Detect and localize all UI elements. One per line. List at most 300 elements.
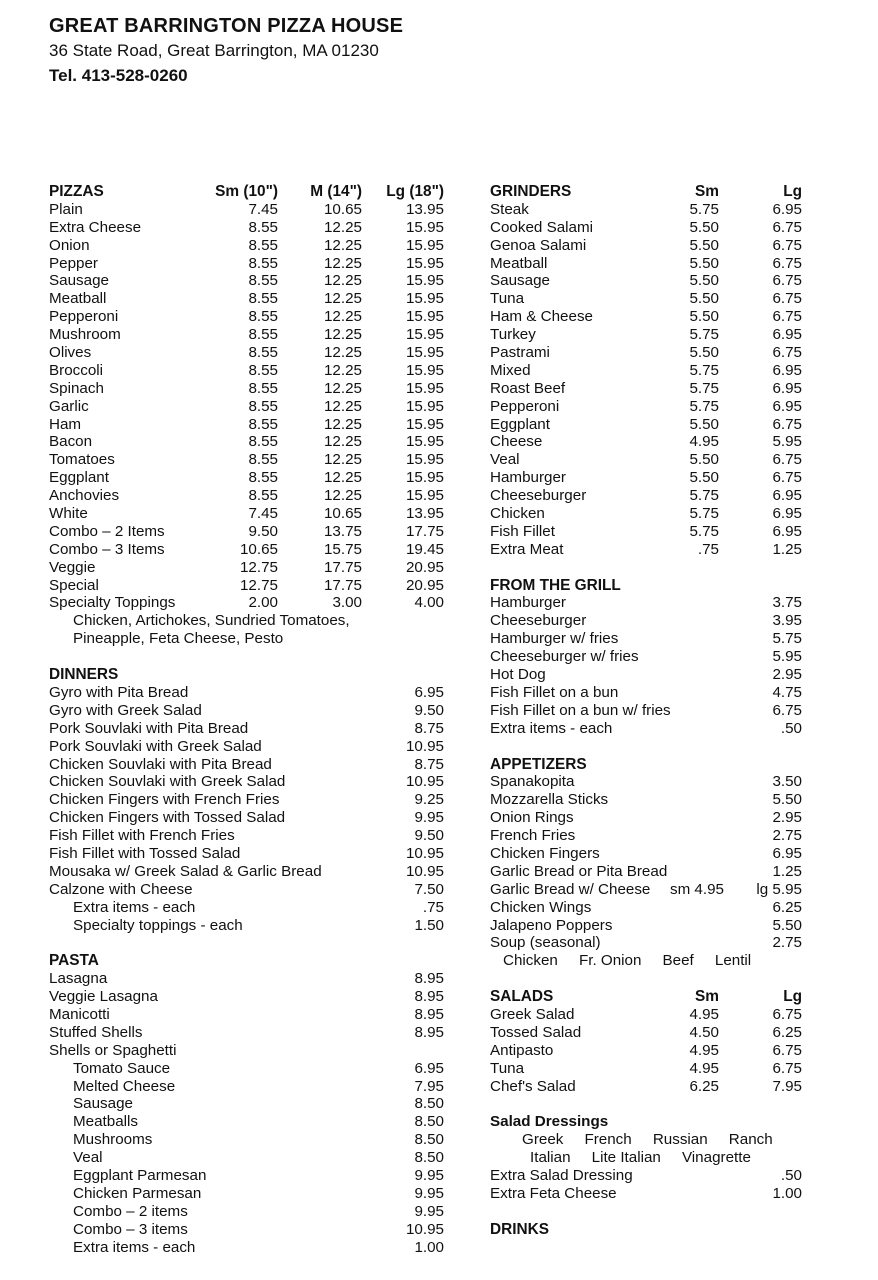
section-gap	[490, 1095, 810, 1113]
menu-item-row	[49, 791, 449, 809]
item-name: Combo – 2 Items	[49, 522, 165, 540]
menu-item-row	[490, 487, 810, 505]
item-price-small: sm 4.95	[669, 880, 724, 898]
section-gap	[490, 738, 810, 756]
item-price: 6.75	[772, 344, 802, 362]
item-price: .75	[697, 540, 719, 558]
toppings-note-row	[49, 612, 449, 630]
menu-item-row	[490, 433, 810, 451]
item-price: 9.95	[414, 1166, 444, 1184]
item-price: 2.00	[248, 594, 278, 612]
item-price: 8.55	[248, 326, 278, 344]
item-price: 5.50	[689, 344, 719, 362]
menu-item-row	[490, 308, 810, 326]
item-price: 12.25	[323, 487, 362, 505]
item-price: 4.95	[689, 1059, 719, 1077]
item-name: Lasagna	[49, 970, 108, 988]
item-name: Extra Feta Cheese	[490, 1184, 617, 1202]
item-price: 8.75	[414, 719, 444, 737]
item-price: 5.50	[689, 451, 719, 469]
dressing-options-row	[490, 1131, 810, 1149]
item-price: 12.25	[323, 433, 362, 451]
item-name: Spanakopita	[490, 773, 575, 791]
item-price: 7.45	[248, 505, 278, 523]
section-title-grill: FROM THE GRILL	[490, 576, 621, 594]
item-name: Veal	[490, 451, 520, 469]
menu-item-row	[49, 1239, 449, 1257]
item-name: Antipasto	[490, 1041, 554, 1059]
item-price: 8.55	[248, 344, 278, 362]
item-price: 2.95	[772, 809, 802, 827]
dressing-options: Italian Lite Italian Vinagrette	[530, 1149, 751, 1167]
item-price: 6.95	[414, 683, 444, 701]
item-price: 6.75	[772, 469, 802, 487]
item-price: 5.75	[689, 522, 719, 540]
item-price: 6.75	[772, 236, 802, 254]
item-name: Pork Souvlaki with Greek Salad	[49, 737, 262, 755]
item-price: 5.75	[689, 361, 719, 379]
item-name: Meatball	[49, 290, 107, 308]
toppings-note: Pineapple, Feta Cheese, Pesto	[73, 630, 284, 648]
menu-item-row	[490, 1167, 810, 1185]
item-name: Fish Fillet with French Fries	[49, 827, 235, 845]
item-price: 8.95	[414, 988, 444, 1006]
item-price: 5.50	[772, 791, 802, 809]
item-name: Tuna	[490, 290, 525, 308]
menu-item-row	[49, 827, 449, 845]
menu-item-row	[49, 1095, 449, 1113]
item-price: 15.95	[405, 433, 444, 451]
dinners-header-row	[49, 666, 449, 684]
menu-item-row	[490, 1185, 810, 1203]
item-price: 5.50	[689, 272, 719, 290]
item-name: Hamburger	[490, 469, 566, 487]
menu-item-row	[49, 541, 449, 559]
restaurant-phone: Tel. 413-528-0260	[49, 66, 188, 85]
menu-item-row	[49, 684, 449, 702]
item-name: White	[49, 505, 88, 523]
item-name: Ham	[49, 415, 82, 433]
item-price: 8.55	[248, 397, 278, 415]
item-price: 8.55	[248, 218, 278, 236]
item-name: Extra Salad Dressing	[490, 1166, 633, 1184]
item-price: 2.75	[772, 827, 802, 845]
item-price: 15.95	[405, 397, 444, 415]
menu-item-row	[490, 541, 810, 559]
item-price: 15.95	[405, 272, 444, 290]
item-name: Roast Beef	[490, 379, 566, 397]
item-price: 6.95	[772, 487, 802, 505]
size-header: Sm	[695, 988, 719, 1006]
menu-item-row	[49, 219, 449, 237]
menu-item-row	[490, 594, 810, 612]
item-price: 5.95	[772, 648, 802, 666]
menu-item-row	[49, 863, 449, 881]
item-name: Cheeseburger w/ fries	[490, 648, 639, 666]
menu-item-row	[490, 827, 810, 845]
item-price: 5.95	[772, 433, 802, 451]
item-name: Tomato Sauce	[73, 1059, 171, 1077]
section-title-dinners: DINNERS	[49, 666, 119, 684]
menu-item-row	[490, 201, 810, 219]
menu-item-row	[490, 791, 810, 809]
toppings-note: Chicken, Artichokes, Sundried Tomatoes,	[73, 612, 350, 630]
item-name: Chicken Fingers	[490, 844, 600, 862]
item-price: 2.75	[772, 934, 802, 952]
item-price: 6.95	[772, 379, 802, 397]
item-price: 8.55	[248, 415, 278, 433]
menu-item-row	[49, 255, 449, 273]
item-price: 10.95	[405, 862, 444, 880]
item-name: Sausage	[73, 1095, 133, 1113]
menu-item-row	[49, 1078, 449, 1096]
item-price: 10.65	[239, 540, 278, 558]
item-price: 9.25	[414, 791, 444, 809]
item-price: 6.95	[414, 1059, 444, 1077]
size-header: Lg	[783, 183, 802, 200]
menu-item-row	[49, 1113, 449, 1131]
menu-item-row	[490, 684, 810, 702]
item-name: Soup (seasonal)	[490, 934, 601, 952]
menu-item-row	[49, 809, 449, 827]
appetizers-header-row	[490, 756, 810, 774]
item-name: Eggplant Parmesan	[73, 1166, 207, 1184]
menu-item-row	[49, 380, 449, 398]
item-name: Olives	[49, 344, 92, 362]
menu-item-row	[49, 1203, 449, 1221]
menu-item-row	[49, 577, 449, 595]
item-name: Melted Cheese	[73, 1077, 176, 1095]
item-name: Turkey	[490, 326, 536, 344]
section-title-grinders: GRINDERS	[490, 183, 572, 200]
item-name: Combo – 3 Items	[49, 540, 165, 558]
item-price: 5.75	[689, 379, 719, 397]
item-name: French Fries	[490, 827, 576, 845]
menu-item-row	[49, 738, 449, 756]
item-name: Fish Fillet	[490, 522, 555, 540]
item-price: 8.55	[248, 433, 278, 451]
grinders-header-row	[490, 183, 810, 201]
item-price: .50	[780, 1166, 802, 1184]
menu-item-row	[49, 308, 449, 326]
item-price: 6.95	[772, 326, 802, 344]
item-price: 5.75	[689, 505, 719, 523]
item-price: lg 5.95	[756, 880, 802, 898]
item-name: Chicken	[490, 505, 545, 523]
item-name: Chicken Souvlaki with Greek Salad	[49, 773, 286, 791]
section-gap	[490, 1203, 810, 1221]
item-price: 17.75	[405, 522, 444, 540]
item-price: 6.75	[772, 415, 802, 433]
item-price: 12.25	[323, 272, 362, 290]
item-price: 15.95	[405, 290, 444, 308]
size-header: M (14")	[310, 183, 362, 200]
restaurant-address: 36 State Road, Great Barrington, MA 01230	[49, 41, 379, 60]
item-name: Mousaka w/ Greek Salad & Garlic Bread	[49, 862, 322, 880]
item-price: 8.55	[248, 451, 278, 469]
item-price: 8.75	[414, 755, 444, 773]
item-price: 15.95	[405, 254, 444, 272]
item-price: 5.75	[689, 326, 719, 344]
menu-item-row	[490, 398, 810, 416]
menu-item-row	[49, 487, 449, 505]
item-price: 15.95	[405, 415, 444, 433]
item-price: 10.65	[323, 505, 362, 523]
item-name: Specialty toppings - each	[73, 916, 243, 934]
section-gap	[490, 559, 810, 577]
item-price: 8.55	[248, 290, 278, 308]
item-price: 8.95	[414, 1023, 444, 1041]
item-price: 12.25	[323, 379, 362, 397]
item-price: 6.25	[689, 1077, 719, 1095]
pizzas-header-row	[49, 183, 449, 201]
size-header: Lg (18")	[386, 183, 444, 200]
item-name: Veggie	[49, 558, 96, 576]
menu-item-row	[49, 272, 449, 290]
size-header: Sm	[695, 183, 719, 200]
menu-item-row	[49, 1149, 449, 1167]
item-price: 8.55	[248, 308, 278, 326]
menu-item-row	[490, 469, 810, 487]
item-name: Combo – 3 items	[73, 1220, 188, 1238]
size-header: Sm (10")	[215, 183, 278, 200]
item-name: Garlic	[49, 397, 89, 415]
restaurant-name: GREAT BARRINGTON PIZZA HOUSE	[49, 15, 404, 37]
item-name: Pepper	[49, 254, 98, 272]
item-price: 9.50	[414, 701, 444, 719]
item-price: 15.95	[405, 469, 444, 487]
item-name: Sausage	[49, 272, 109, 290]
item-price: 8.55	[248, 272, 278, 290]
right-column	[490, 183, 810, 1239]
item-price: 9.50	[414, 827, 444, 845]
menu-item-row	[49, 988, 449, 1006]
item-price: 12.25	[323, 236, 362, 254]
menu-item-row	[49, 469, 449, 487]
menu-item-row	[490, 845, 810, 863]
item-price: 5.75	[689, 200, 719, 218]
menu-item-row	[490, 612, 810, 630]
item-name: Plain	[49, 200, 83, 218]
menu-item-row	[490, 1024, 810, 1042]
item-price: 8.95	[414, 1005, 444, 1023]
item-price: 5.50	[689, 308, 719, 326]
menu-item-row	[49, 773, 449, 791]
menu-item-row	[49, 756, 449, 774]
item-name: Hot Dog	[490, 666, 546, 684]
item-price: 5.50	[689, 415, 719, 433]
menu-item-row	[49, 237, 449, 255]
item-price: 6.75	[772, 451, 802, 469]
item-price: 6.95	[772, 522, 802, 540]
item-price: 4.00	[414, 594, 444, 612]
menu-item-row	[490, 523, 810, 541]
menu-item-row	[49, 1042, 449, 1060]
menu-item-row	[49, 720, 449, 738]
item-name: Cheeseburger	[490, 612, 587, 630]
item-name: Chicken Parmesan	[73, 1184, 202, 1202]
item-name: Garlic Bread or Pita Bread	[490, 862, 668, 880]
item-name: Cooked Salami	[490, 218, 593, 236]
menu-item-row	[49, 881, 449, 899]
menu-item-row	[490, 1060, 810, 1078]
item-name: Onion Rings	[490, 809, 574, 827]
item-price: 12.25	[323, 326, 362, 344]
item-price: 5.75	[689, 487, 719, 505]
item-price: 5.50	[689, 469, 719, 487]
menu-item-row	[49, 362, 449, 380]
item-price: 7.95	[772, 1077, 802, 1095]
item-name: Pepperoni	[49, 308, 119, 326]
item-price: 5.50	[689, 236, 719, 254]
item-price: 9.95	[414, 1202, 444, 1220]
menu-item-row	[490, 934, 810, 952]
item-name: Broccoli	[49, 361, 104, 379]
item-price: 6.75	[772, 272, 802, 290]
item-price: 8.95	[414, 970, 444, 988]
item-price: 6.75	[772, 1005, 802, 1023]
left-column	[49, 183, 449, 1256]
salads-header-row	[490, 988, 810, 1006]
toppings-note-row	[49, 630, 449, 648]
item-price: 7.95	[414, 1077, 444, 1095]
item-price: 17.75	[323, 558, 362, 576]
item-name: Mushroom	[49, 326, 121, 344]
item-price: 1.50	[414, 916, 444, 934]
menu-item-row	[490, 702, 810, 720]
item-name: Onion	[49, 236, 90, 254]
item-price: 20.95	[405, 558, 444, 576]
item-price: 6.75	[772, 308, 802, 326]
menu-item-row	[49, 1060, 449, 1078]
item-price: 10.95	[405, 844, 444, 862]
menu-item-row	[490, 237, 810, 255]
item-name: Meatballs	[73, 1113, 138, 1131]
section-title-pizzas: PIZZAS	[49, 183, 104, 200]
item-price: 4.50	[689, 1023, 719, 1041]
item-name: Extra items - each	[73, 898, 196, 916]
section-title-dressings: Salad Dressings	[490, 1113, 609, 1131]
menu-item-row	[49, 559, 449, 577]
item-name: Bacon	[49, 433, 93, 451]
item-price: 12.25	[323, 308, 362, 326]
item-price: 10.95	[405, 1220, 444, 1238]
item-name: Chicken Wings	[490, 898, 592, 916]
item-name: Shells or Spaghetti	[49, 1041, 177, 1059]
item-price: 6.95	[772, 361, 802, 379]
item-price: 8.55	[248, 487, 278, 505]
grill-header-row	[490, 577, 810, 595]
item-name: Calzone with Cheese	[49, 880, 193, 898]
item-name: Meatball	[490, 254, 548, 272]
item-price: 6.95	[772, 200, 802, 218]
menu-item-row	[49, 970, 449, 988]
item-price: 4.75	[772, 683, 802, 701]
item-price: 8.55	[248, 236, 278, 254]
menu-item-row	[490, 451, 810, 469]
item-price: 6.75	[772, 1041, 802, 1059]
menu-item-row	[49, 1185, 449, 1203]
item-name: Stuffed Shells	[49, 1023, 143, 1041]
item-price: 6.75	[772, 1059, 802, 1077]
item-price: 12.75	[239, 576, 278, 594]
item-price: 13.75	[323, 522, 362, 540]
item-name: Eggplant	[49, 469, 109, 487]
menu-item-row	[490, 1042, 810, 1060]
item-name: Garlic Bread w/ Cheese	[490, 880, 651, 898]
item-price: 10.65	[323, 200, 362, 218]
dressing-options-row	[490, 1149, 810, 1167]
menu-item-row	[490, 344, 810, 362]
item-name: Extra Meat	[490, 540, 564, 558]
item-price: 3.75	[772, 594, 802, 612]
menu-item-row	[49, 416, 449, 434]
item-price: 6.95	[772, 844, 802, 862]
item-price: .75	[422, 898, 444, 916]
item-name: Fish Fillet on a bun w/ fries	[490, 701, 671, 719]
item-name: Mushrooms	[73, 1131, 153, 1149]
item-name: Fish Fillet on a bun	[490, 683, 619, 701]
menu-item-row	[490, 899, 810, 917]
item-name: Chicken Fingers with Tossed Salad	[49, 809, 286, 827]
drinks-header-row	[490, 1221, 810, 1239]
menu-item-row	[490, 720, 810, 738]
menu-item-row	[49, 1167, 449, 1185]
item-name: Pork Souvlaki with Pita Bread	[49, 719, 249, 737]
section-title-appetizers: APPETIZERS	[490, 755, 587, 773]
item-price: 12.25	[323, 218, 362, 236]
menu-item-row	[49, 433, 449, 451]
item-price: 19.45	[405, 540, 444, 558]
menu-item-row	[490, 290, 810, 308]
item-price: 8.55	[248, 361, 278, 379]
menu-item-row	[490, 219, 810, 237]
item-price: 5.75	[772, 630, 802, 648]
item-price: 15.95	[405, 308, 444, 326]
item-name: Veal	[73, 1149, 103, 1167]
item-name: Special	[49, 576, 99, 594]
section-gap	[49, 648, 449, 666]
item-name: Combo – 2 items	[73, 1202, 188, 1220]
item-price: 6.75	[772, 254, 802, 272]
item-name: Gyro with Pita Bread	[49, 683, 189, 701]
item-price: 6.75	[772, 701, 802, 719]
item-price: 9.50	[248, 522, 278, 540]
item-price: 12.25	[323, 469, 362, 487]
item-name: Steak	[490, 200, 529, 218]
item-name: Manicotti	[49, 1005, 110, 1023]
item-name: Chef's Salad	[490, 1077, 576, 1095]
item-price: 15.75	[323, 540, 362, 558]
item-price: 1.00	[414, 1238, 444, 1256]
menu-item-row	[49, 594, 449, 612]
item-name: Specialty Toppings	[49, 594, 176, 612]
item-name: Chicken Fingers with French Fries	[49, 791, 280, 809]
item-name: Fish Fillet with Tossed Salad	[49, 844, 241, 862]
item-name: Cheese	[490, 433, 543, 451]
menu-item-row	[49, 1131, 449, 1149]
item-price: 5.50	[689, 254, 719, 272]
dressing-options: Greek French Russian Ranch	[522, 1131, 773, 1149]
item-name: Extra items - each	[490, 719, 613, 737]
item-name: Chicken Souvlaki with Pita Bread	[49, 755, 272, 773]
item-price: 8.50	[414, 1113, 444, 1131]
section-title-drinks: DRINKS	[490, 1220, 549, 1238]
item-price: 1.25	[772, 862, 802, 880]
menu-item-row	[49, 290, 449, 308]
menu-item-row	[490, 272, 810, 290]
menu-item-row	[490, 416, 810, 434]
